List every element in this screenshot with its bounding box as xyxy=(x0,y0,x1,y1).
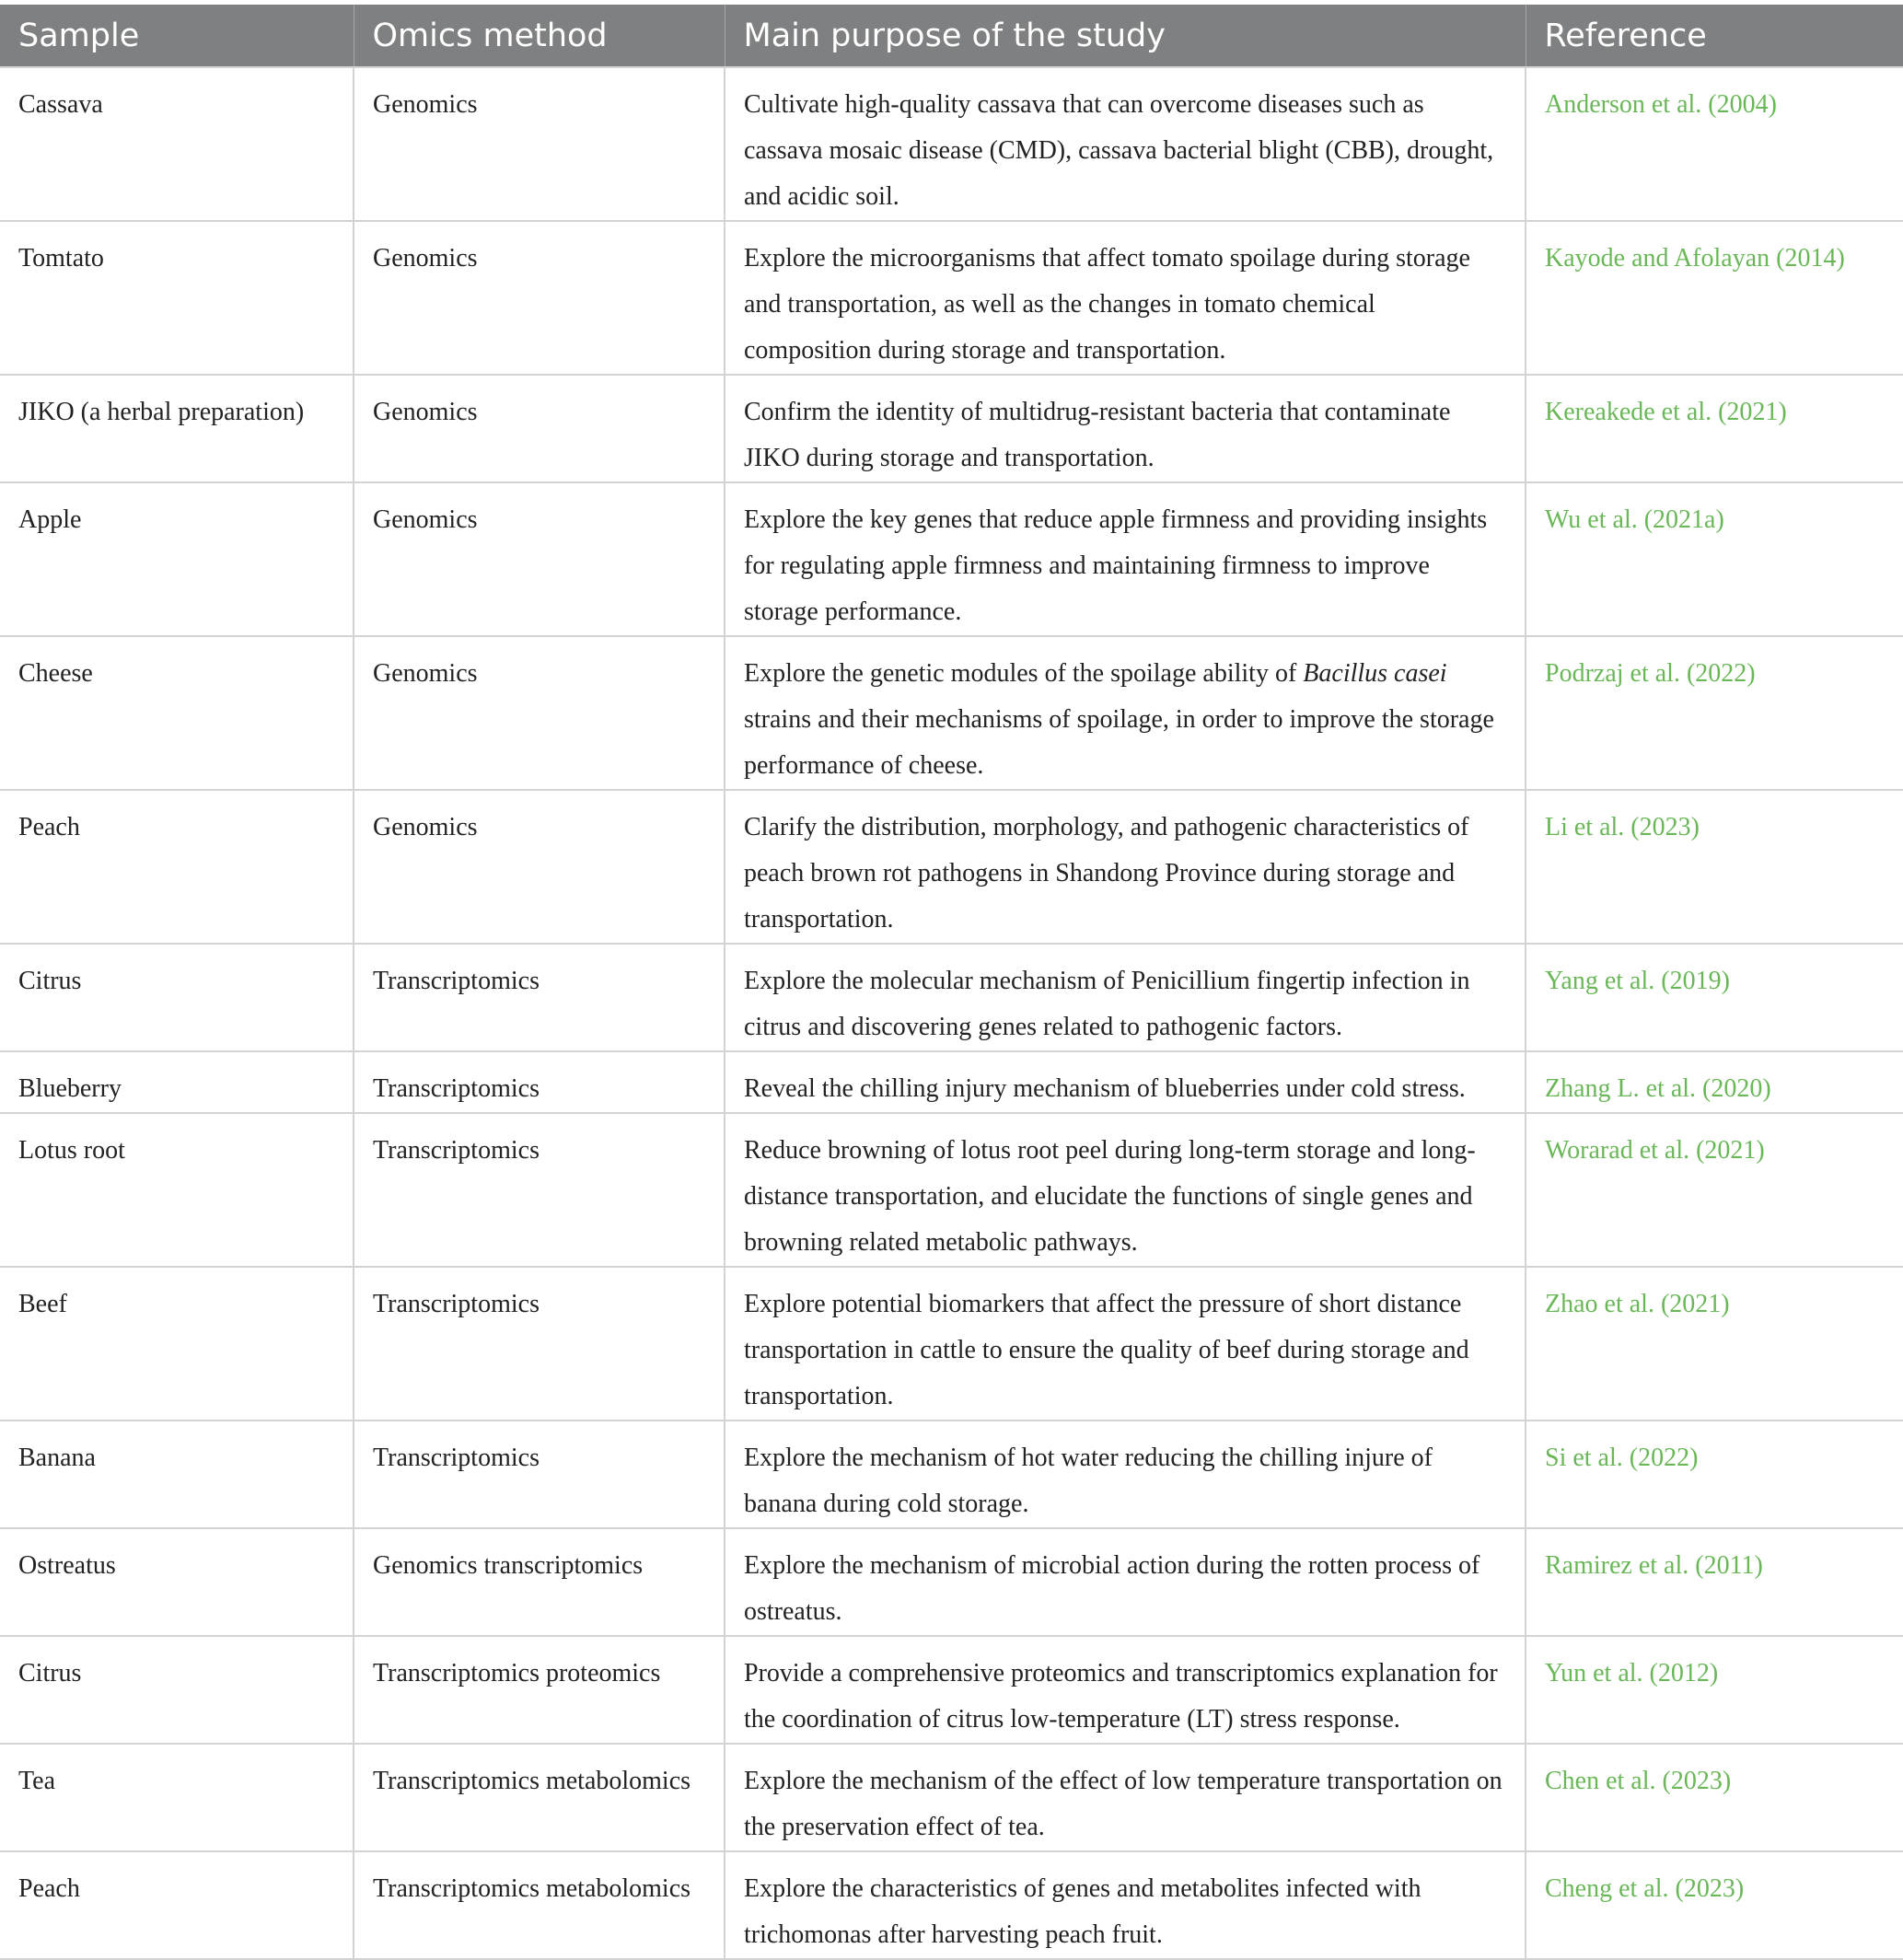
reference-link[interactable]: Zhang L. et al. (2020) xyxy=(1526,1051,1903,1113)
species-name: Bacillus casei xyxy=(1303,659,1447,688)
table-row xyxy=(0,1744,1903,1851)
method-cell: Transcriptomics xyxy=(354,944,725,1051)
sample-cell: Beef xyxy=(0,1267,354,1421)
purpose-cell: Explore the mechanism of hot water reducing the chilling injure of banana during cold storage. xyxy=(725,1421,1526,1528)
method-cell: Transcriptomics xyxy=(354,1421,725,1528)
sample-cell: Lotus root xyxy=(0,1113,354,1267)
reference-link[interactable]: Yang et al. (2019) xyxy=(1526,944,1903,1051)
omics-studies-table xyxy=(0,5,1903,1960)
method-cell: Genomics xyxy=(354,482,725,636)
table-row xyxy=(0,1851,1903,1959)
method-cell: Genomics xyxy=(354,67,725,221)
reference-link[interactable]: Ramirez et al. (2011) xyxy=(1526,1528,1903,1636)
header-sample: Sample xyxy=(0,5,354,67)
table-row xyxy=(0,221,1903,375)
method-cell: Genomics xyxy=(354,636,725,790)
purpose-cell: Clarify the distribution, morphology, and pathogenic characteristics of peach brown rot pathogens in Shandong Province during storage and transportation. xyxy=(725,790,1526,944)
method-cell: Genomics xyxy=(354,375,725,482)
table-row xyxy=(0,1421,1903,1528)
purpose-cell: Explore the characteristics of genes and metabolites infected with trichomonas after harvesting peach fruit. xyxy=(725,1851,1526,1959)
purpose-cell: Cultivate high-quality cassava that can overcome diseases such as cassava mosaic disease (CMD), cassava bacterial blight (CBB), drought, and acidic soil. xyxy=(725,67,1526,221)
sample-cell: Blueberry xyxy=(0,1051,354,1113)
reference-link[interactable]: Kereakede et al. (2021) xyxy=(1526,375,1903,482)
purpose-cell: Explore the microorganisms that affect tomato spoilage during storage and transportation, as well as the changes in tomato chemical composition during storage and transportation. xyxy=(725,221,1526,375)
purpose-cell: Reveal the chilling injury mechanism of blueberries under cold stress. xyxy=(725,1051,1526,1113)
sample-cell: Peach xyxy=(0,1851,354,1959)
method-cell: Transcriptomics proteomics xyxy=(354,1636,725,1744)
table-row xyxy=(0,790,1903,944)
sample-cell: Citrus xyxy=(0,1636,354,1744)
method-cell: Genomics xyxy=(354,790,725,944)
table-row xyxy=(0,67,1903,221)
reference-link[interactable]: Anderson et al. (2004) xyxy=(1526,67,1903,221)
method-cell: Transcriptomics xyxy=(354,1113,725,1267)
method-cell: Genomics transcriptomics xyxy=(354,1528,725,1636)
table-row xyxy=(0,944,1903,1051)
reference-link[interactable]: Podrzaj et al. (2022) xyxy=(1526,636,1903,790)
sample-cell: Banana xyxy=(0,1421,354,1528)
purpose-text: Explore the genetic modules of the spoilage ability of xyxy=(744,659,1304,688)
reference-link[interactable]: Zhao et al. (2021) xyxy=(1526,1267,1903,1421)
header-row xyxy=(0,5,1903,67)
reference-link[interactable]: Li et al. (2023) xyxy=(1526,790,1903,944)
table-body xyxy=(0,67,1903,1959)
table-row xyxy=(0,375,1903,482)
sample-cell: JIKO (a herbal preparation) xyxy=(0,375,354,482)
sample-cell: Tomtato xyxy=(0,221,354,375)
table-header xyxy=(0,5,1903,67)
table-row xyxy=(0,1528,1903,1636)
sample-cell: Cheese xyxy=(0,636,354,790)
table-row xyxy=(0,482,1903,636)
purpose-cell: Confirm the identity of multidrug-resistant bacteria that contaminate JIKO during storage and transportation. xyxy=(725,375,1526,482)
purpose-cell: Explore the mechanism of microbial action during the rotten process of ostreatus. xyxy=(725,1528,1526,1636)
method-cell: Genomics xyxy=(354,221,725,375)
header-omics-method: Omics method xyxy=(354,5,725,67)
reference-link[interactable]: Kayode and Afolayan (2014) xyxy=(1526,221,1903,375)
purpose-text: strains and their mechanisms of spoilage, in order to improve the storage performance of cheese. xyxy=(744,705,1494,780)
reference-link[interactable]: Chen et al. (2023) xyxy=(1526,1744,1903,1851)
sample-cell: Tea xyxy=(0,1744,354,1851)
table-row xyxy=(0,1636,1903,1744)
table-row xyxy=(0,1051,1903,1113)
table-row xyxy=(0,636,1903,790)
sample-cell: Ostreatus xyxy=(0,1528,354,1636)
purpose-cell: Reduce browning of lotus root peel during long-term storage and long-distance transportation, and elucidate the functions of single genes and browning related metabolic pathways. xyxy=(725,1113,1526,1267)
reference-link[interactable]: Worarad et al. (2021) xyxy=(1526,1113,1903,1267)
method-cell: Transcriptomics metabolomics xyxy=(354,1851,725,1959)
reference-link[interactable]: Si et al. (2022) xyxy=(1526,1421,1903,1528)
sample-cell: Apple xyxy=(0,482,354,636)
purpose-cell xyxy=(725,636,1526,790)
method-cell: Transcriptomics xyxy=(354,1051,725,1113)
sample-cell: Cassava xyxy=(0,67,354,221)
reference-link[interactable]: Cheng et al. (2023) xyxy=(1526,1851,1903,1959)
header-reference: Reference xyxy=(1526,5,1903,67)
reference-link[interactable]: Wu et al. (2021a) xyxy=(1526,482,1903,636)
purpose-cell: Explore the mechanism of the effect of low temperature transportation on the preservation effect of tea. xyxy=(725,1744,1526,1851)
reference-link[interactable]: Yun et al. (2012) xyxy=(1526,1636,1903,1744)
sample-cell: Citrus xyxy=(0,944,354,1051)
header-main-purpose: Main purpose of the study xyxy=(725,5,1526,67)
table-row xyxy=(0,1113,1903,1267)
purpose-cell: Provide a comprehensive proteomics and transcriptomics explanation for the coordination of citrus low-temperature (LT) stress response. xyxy=(725,1636,1526,1744)
method-cell: Transcriptomics xyxy=(354,1267,725,1421)
purpose-cell: Explore the molecular mechanism of Penicillium fingertip infection in citrus and discovering genes related to pathogenic factors. xyxy=(725,944,1526,1051)
method-cell: Transcriptomics metabolomics xyxy=(354,1744,725,1851)
purpose-cell: Explore the key genes that reduce apple firmness and providing insights for regulating apple firmness and maintaining firmness to improve storage performance. xyxy=(725,482,1526,636)
purpose-cell: Explore potential biomarkers that affect the pressure of short distance transportation in cattle to ensure the quality of beef during storage and transportation. xyxy=(725,1267,1526,1421)
table-row xyxy=(0,1267,1903,1421)
sample-cell: Peach xyxy=(0,790,354,944)
